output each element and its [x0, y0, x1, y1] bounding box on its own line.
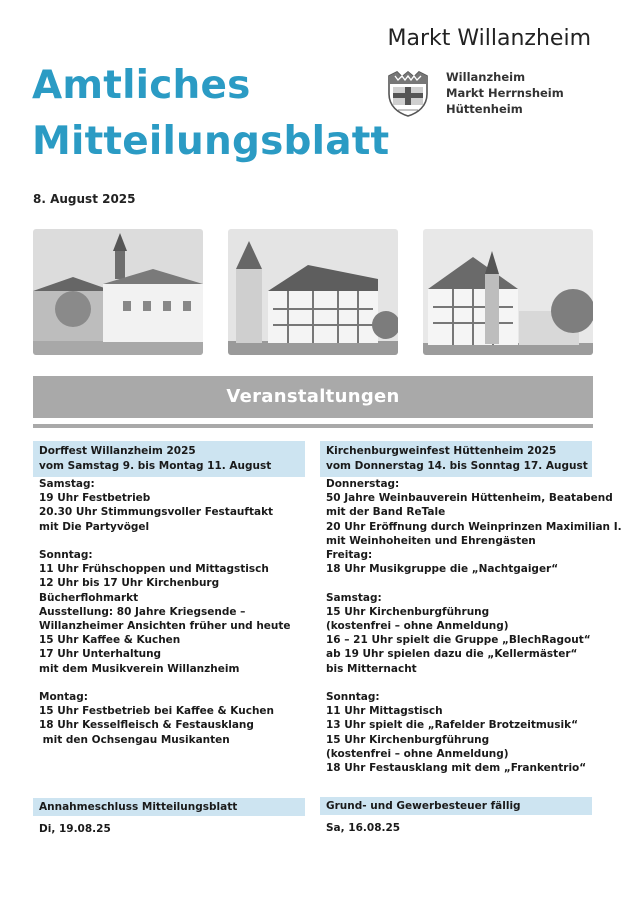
- event-line: 13 Uhr spielt die „Rafelder Brotzeitmusik“: [326, 719, 578, 732]
- event-line: 11 Uhr Frühschoppen und Mittagstisch: [39, 563, 269, 576]
- photo-village-street: [33, 229, 203, 355]
- photo-half-timbered-house: [423, 229, 593, 355]
- event-line: Sonntag:: [326, 691, 380, 704]
- left-column-heading: [33, 441, 305, 477]
- event-line: 18 Uhr Musikgruppe die „Nachtgaiger“: [326, 563, 559, 576]
- event-line: Freitag:: [326, 549, 373, 562]
- event-line: 15 Uhr Kirchenburgführung: [326, 733, 490, 746]
- event-line: 18 Uhr Festausklang mit dem „Frankentrio“: [326, 762, 587, 775]
- event-line: 11 Uhr Mittagstisch: [326, 705, 443, 718]
- right-heading-title: Kirchenburgweinfest Hüttenheim 2025: [326, 445, 557, 457]
- title-line-2: Mitteilungsblatt: [32, 119, 390, 164]
- locality-willanzheim: Willanzheim: [446, 70, 526, 84]
- left-heading-dates: vom Samstag 9. bis Montag 11. August: [39, 460, 272, 472]
- left-heading-title: Dorffest Willanzheim 2025: [39, 445, 196, 457]
- issue-date: 8. August 2025: [33, 192, 136, 206]
- event-line: [326, 676, 592, 690]
- event-line: Donnerstag:: [326, 478, 400, 490]
- section-divider: [33, 424, 593, 428]
- event-line: 17 Uhr Unterhaltung: [39, 648, 162, 661]
- deadline-label: Annahmeschluss Mitteilungsblatt: [33, 798, 305, 816]
- event-line: mit den Ochsengau Musikanten: [39, 733, 230, 746]
- event-line: mit Weinhoheiten und Ehrengästen: [326, 534, 536, 547]
- event-line: 19 Uhr Festbetrieb: [39, 492, 151, 505]
- right-column-body: [326, 477, 622, 775]
- event-line: 50 Jahre Weinbauverein Hüttenheim, Beatabend: [326, 492, 613, 505]
- event-line: bis Mitternacht: [326, 662, 417, 675]
- event-line: Samstag:: [39, 478, 95, 490]
- event-line: 16 – 21 Uhr spielt die Gruppe „BlechRagout“: [326, 634, 591, 647]
- left-column-body: [39, 477, 305, 747]
- event-line: 15 Uhr Kirchenburgführung: [326, 605, 490, 618]
- locality-herrnsheim: Markt Herrnsheim: [446, 86, 564, 100]
- event-line: 12 Uhr bis 17 Uhr Kirchenburg: [39, 577, 220, 590]
- deadline-value: Di, 19.08.25: [39, 823, 111, 835]
- event-line: mit der Band ReTale: [326, 506, 446, 519]
- event-line: mit dem Musikverein Willanzheim: [39, 662, 240, 675]
- event-line: Sonntag:: [39, 549, 93, 561]
- event-line: [39, 534, 305, 548]
- event-line: 15 Uhr Kaffee & Kuchen: [39, 634, 181, 647]
- event-line: Ausstellung: 80 Jahre Kriegsende –: [39, 605, 246, 618]
- event-line: ab 19 Uhr spielen dazu die „Kellermäster“: [326, 648, 578, 661]
- right-heading-dates: vom Donnerstag 14. bis Sonntag 17. August: [326, 460, 588, 472]
- coat-of-arms-icon: [386, 70, 430, 118]
- tax-due-value: Sa, 16.08.25: [326, 822, 401, 834]
- event-line: Willanzheimer Ansichten früher und heute: [39, 620, 291, 633]
- title-line-1: Amtliches: [32, 63, 251, 108]
- event-line: (kostenfrei – ohne Anmeldung): [326, 620, 509, 633]
- section-title: Veranstaltungen: [33, 376, 593, 418]
- event-line: (kostenfrei – ohne Anmeldung): [326, 747, 509, 760]
- municipality-name: Markt Willanzheim: [387, 26, 591, 51]
- event-line: [326, 576, 592, 590]
- event-line: 20 Uhr Eröffnung durch Weinprinzen Maximilian I.: [326, 520, 622, 533]
- event-line: [39, 676, 305, 690]
- right-column-heading: [320, 441, 592, 477]
- locality-huettenheim: Hüttenheim: [446, 102, 523, 116]
- photo-town-hall: [228, 229, 398, 355]
- event-line: Samstag:: [326, 591, 382, 604]
- event-line: Montag:: [39, 691, 88, 704]
- tax-due-label: Grund- und Gewerbesteuer fällig: [320, 797, 592, 815]
- event-line: mit Die Partyvögel: [39, 520, 150, 533]
- event-line: 18 Uhr Kesselfleisch & Festausklang: [39, 719, 254, 732]
- event-line: 20.30 Uhr Stimmungsvoller Festauftakt: [39, 506, 274, 519]
- event-line: 15 Uhr Festbetrieb bei Kaffee & Kuchen: [39, 705, 275, 718]
- event-line: Bücherflohmarkt: [39, 591, 139, 604]
